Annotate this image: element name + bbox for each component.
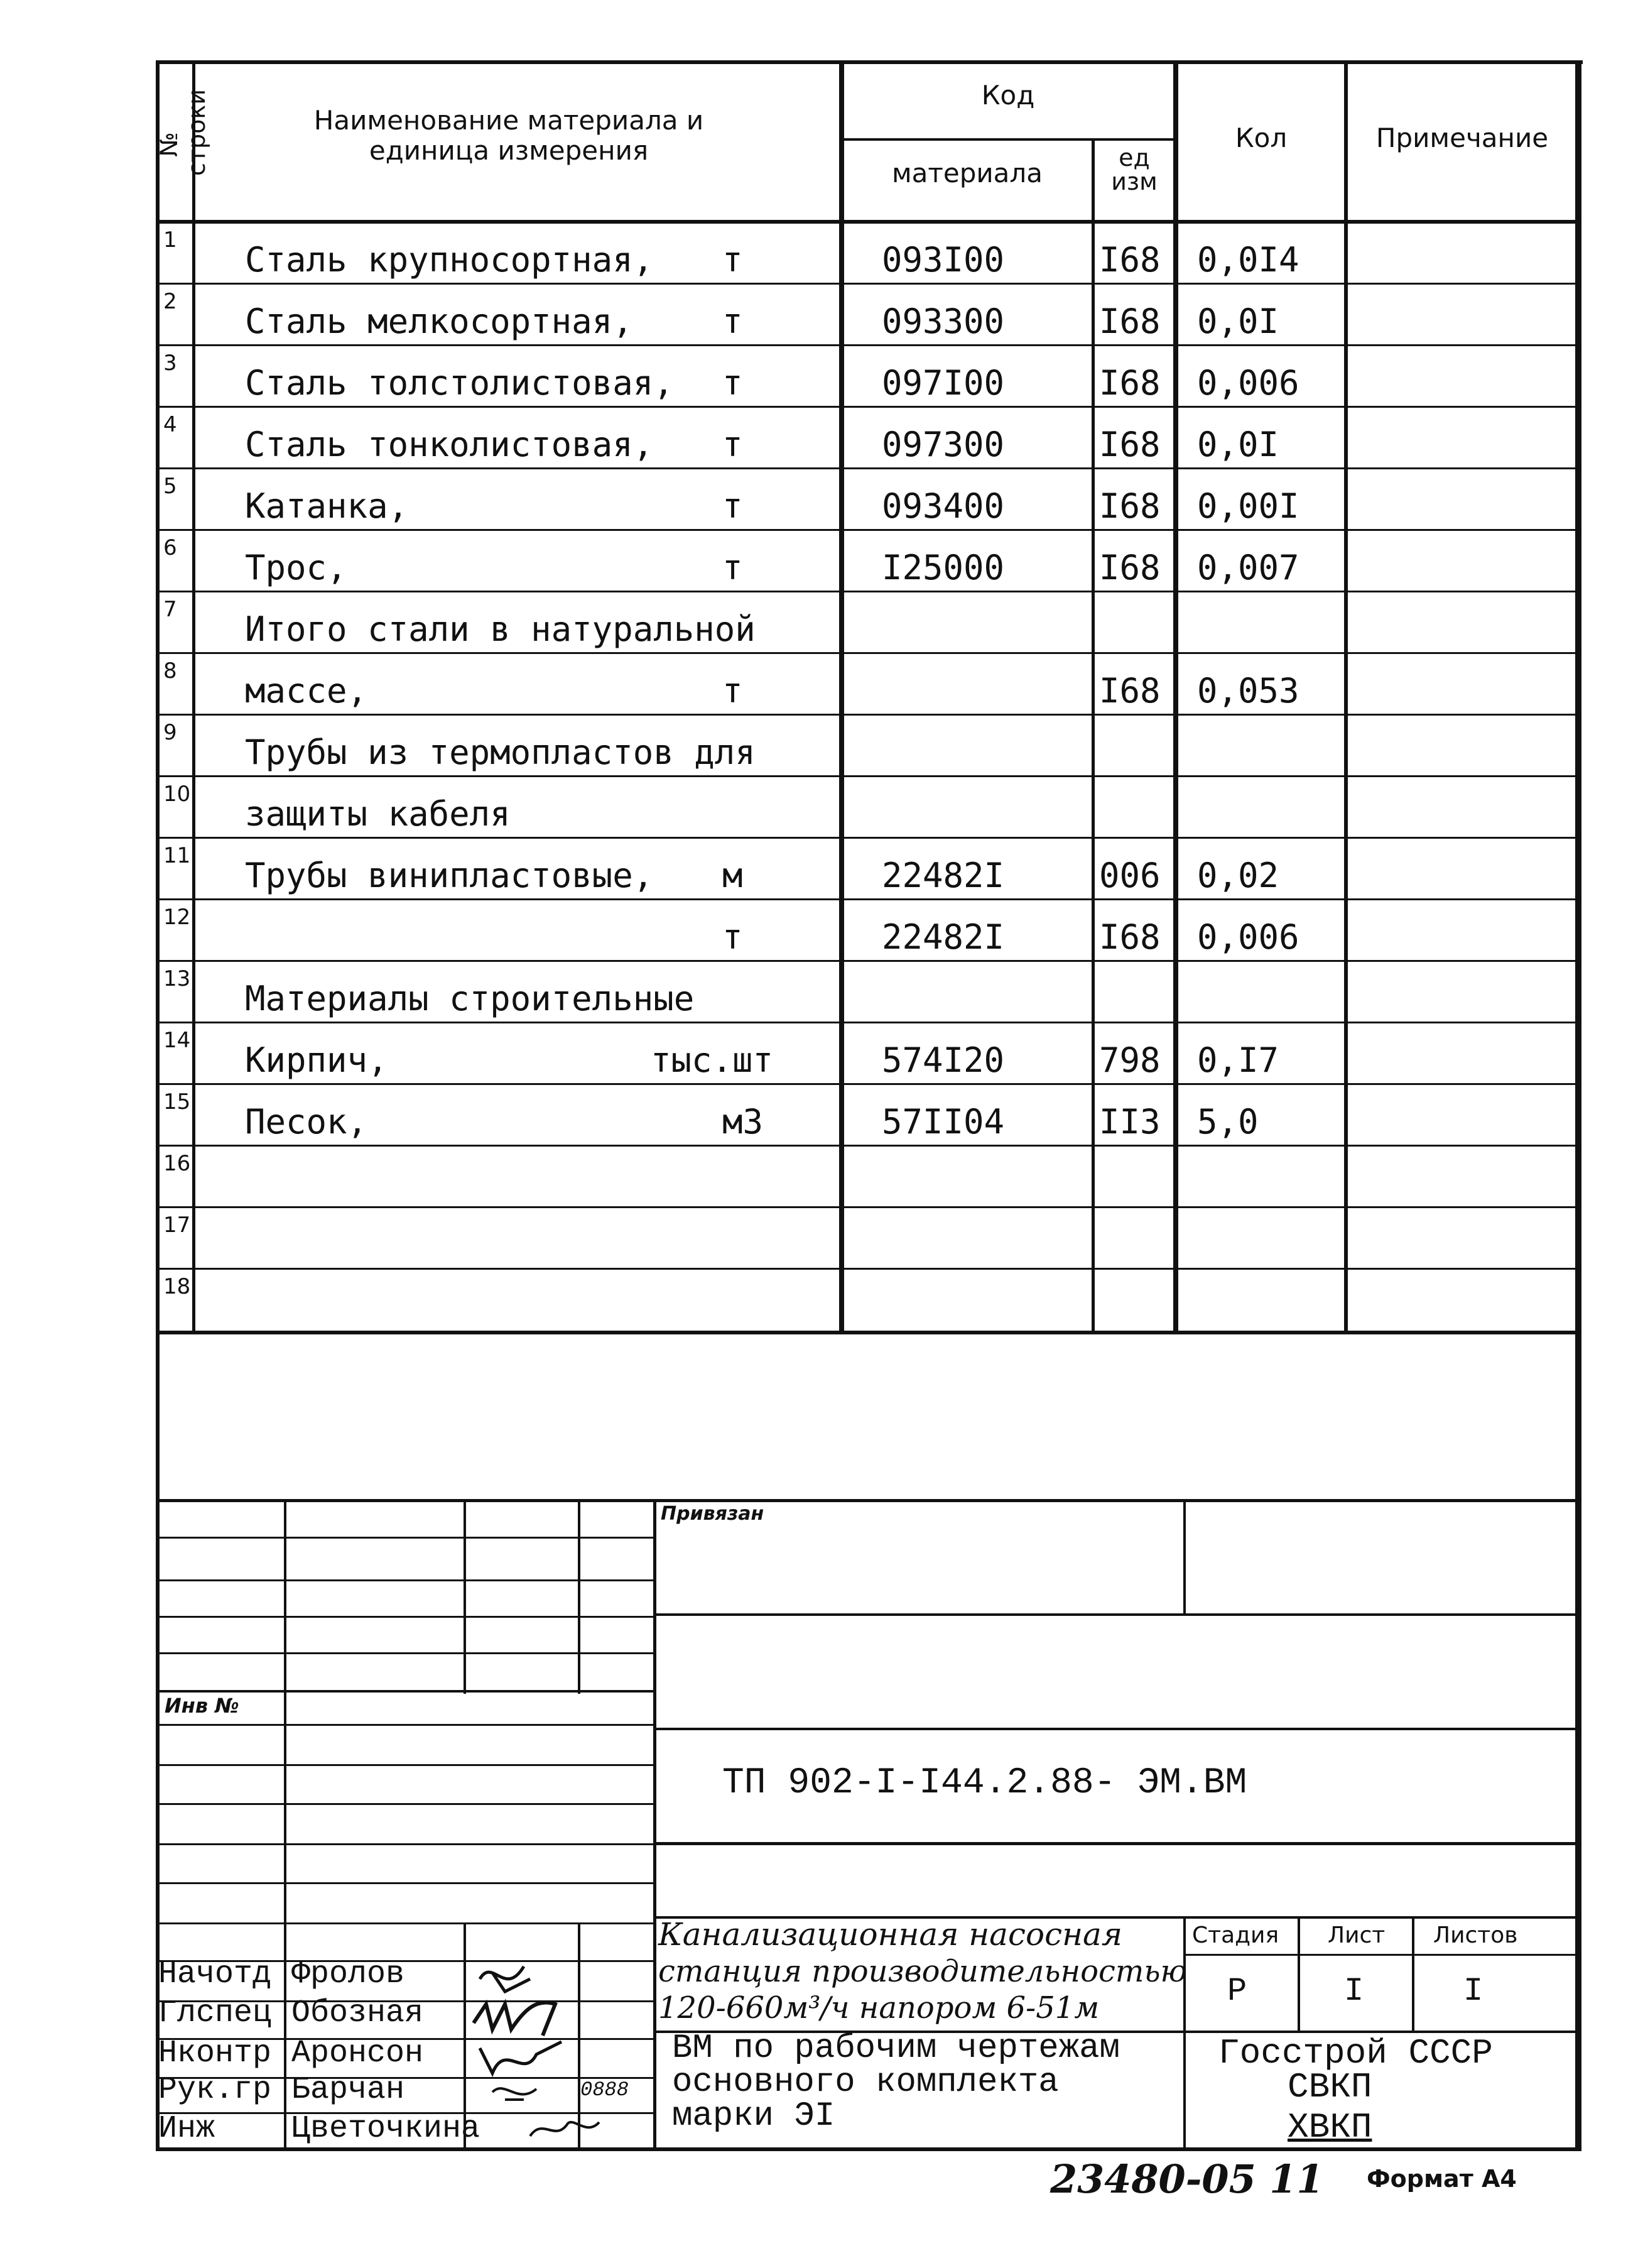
signer-name: Цветочкина <box>291 2111 480 2147</box>
signer-name: Аронсон <box>291 2036 424 2071</box>
row-number: 15 <box>163 1089 191 1115</box>
col-line-code <box>839 60 844 1333</box>
stage-label: Стадия <box>1192 1922 1279 1948</box>
row-divider <box>156 837 1581 839</box>
header-note <box>1348 123 1576 153</box>
header-code-unit-text: ед изм <box>1111 144 1158 195</box>
stamp-r-h-3 <box>653 1842 1581 1845</box>
title-hand-line-3: 120-660м³/ч напором 6-51м <box>658 1990 1100 2025</box>
archive-number: 23480-05 11 <box>1050 2156 1324 2202</box>
stamp-h-10 <box>156 1882 656 1884</box>
stamp-h-4 <box>156 1652 656 1654</box>
row-number: 1 <box>163 227 177 253</box>
signer-role: Начотд <box>158 1956 272 1992</box>
row-divider <box>156 1022 1581 1023</box>
material-unit: м <box>722 856 743 895</box>
stamp-r-h-stage <box>1183 1954 1581 1956</box>
header-code-material-text: материала <box>891 158 1043 188</box>
row-number: 8 <box>163 658 177 684</box>
quantity: 0,00I <box>1197 486 1299 526</box>
stamp-h-6 <box>156 1724 656 1726</box>
signature-frolov <box>480 1966 530 1992</box>
material-name: массе, <box>245 671 368 711</box>
material-code: 093400 <box>882 486 1005 526</box>
stamp-r-v-title <box>1183 1916 1186 2150</box>
table-body-bottom-line <box>156 1331 1581 1334</box>
org-line-2: СВКП <box>1288 2067 1372 2107</box>
row-divider <box>156 1083 1581 1085</box>
quantity: 0,006 <box>1197 917 1299 957</box>
sheet-value: I <box>1344 1973 1364 2010</box>
row-divider <box>156 652 1581 654</box>
material-name: Сталь мелкосортная, <box>245 302 633 341</box>
header-qty <box>1178 123 1344 153</box>
row-divider <box>156 898 1581 900</box>
quantity: 0,007 <box>1197 548 1299 587</box>
material-name: защиты кабеля <box>245 794 511 834</box>
desc-line-1: ВМ по рабочим чертежам <box>672 2029 1120 2068</box>
table-border-top <box>156 60 1583 64</box>
signer-name: Барчан <box>291 2072 405 2108</box>
quantity: 0,053 <box>1197 671 1299 711</box>
col-line-qty <box>1173 60 1178 1333</box>
stamp-col-1 <box>284 1499 286 2150</box>
quantity: 0,006 <box>1197 363 1299 403</box>
material-code: 093I00 <box>882 240 1005 280</box>
stamp-h-2 <box>156 1579 656 1581</box>
stamp-r-v-stage <box>1298 1916 1300 2032</box>
material-name: Катанка, <box>245 486 409 526</box>
unit-code: I68 <box>1099 548 1161 587</box>
material-name: Итого стали в натуральной <box>245 609 756 649</box>
header-code <box>842 80 1174 111</box>
material-code: I25000 <box>882 548 1005 587</box>
org-line-3: ХВКП <box>1288 2107 1372 2147</box>
material-name: Сталь тонколистовая, <box>245 425 654 464</box>
signature-tsvetochkina <box>530 2122 599 2136</box>
row-divider <box>156 1206 1581 1208</box>
material-unit: т <box>722 302 743 341</box>
signer-role: Инж <box>158 2111 215 2147</box>
stamp-col-2 <box>464 1499 466 1694</box>
header-qty-text: Кол <box>1235 123 1288 153</box>
unit-code: I68 <box>1099 425 1161 464</box>
row-divider <box>156 714 1581 716</box>
header-code-material <box>843 158 1092 188</box>
desc-line-2: основного комплекта <box>672 2063 1059 2102</box>
row-divider <box>156 467 1581 469</box>
material-name: Трос, <box>245 548 347 587</box>
stamp-top-line <box>156 1499 1581 1502</box>
material-unit: м3 <box>722 1102 764 1142</box>
row-number: 13 <box>163 966 191 991</box>
unit-code: I68 <box>1099 240 1161 280</box>
row-number: 14 <box>163 1028 191 1053</box>
row-number: 2 <box>163 289 177 314</box>
row-number: 5 <box>163 474 177 499</box>
signature-barchan <box>492 2088 536 2100</box>
sheet-label: Лист <box>1328 1922 1386 1948</box>
unit-code: I68 <box>1099 486 1161 526</box>
title-hand-line-2: станция производительностью <box>658 1954 1187 1989</box>
col-line-note <box>1344 60 1348 1333</box>
org-line-1: Госстрой СССР <box>1218 2033 1493 2073</box>
material-unit: т <box>722 548 743 587</box>
row-divider <box>156 775 1581 777</box>
material-name: Песок, <box>245 1102 368 1142</box>
row-divider <box>156 591 1581 592</box>
material-code: 57II04 <box>882 1102 1005 1142</box>
header-code-text: Код <box>981 80 1035 111</box>
signer-role: Глспец <box>158 1995 272 2031</box>
material-code: 22482I <box>882 917 1005 957</box>
row-number: 11 <box>163 843 191 868</box>
signer-role: Рук.гр <box>158 2072 272 2108</box>
header-note-text: Примечание <box>1375 123 1549 153</box>
signature-aronson <box>480 2042 561 2073</box>
col-line-rownum <box>192 60 195 1333</box>
material-unit: т <box>722 240 743 280</box>
doc-code: ТП 902-I-I44.2.88- ЭМ.ВМ <box>722 1763 1247 1804</box>
stamp-r-h-2 <box>653 1728 1581 1730</box>
header-code-unit <box>1095 146 1173 194</box>
row-divider <box>156 529 1581 531</box>
privyazan-label: Привязан <box>661 1503 764 1525</box>
header-bottom-line <box>156 220 1581 224</box>
desc-line-3: марки ЭI <box>672 2097 835 2135</box>
stamp-h-3 <box>156 1616 656 1618</box>
material-code: 097I00 <box>882 363 1005 403</box>
material-code: 097300 <box>882 425 1005 464</box>
material-unit: т <box>722 917 743 957</box>
unit-code: I68 <box>1099 671 1161 711</box>
col-line-unit <box>1092 139 1095 1333</box>
quantity: 0,0I <box>1197 425 1279 464</box>
signer-date: 0888 <box>580 2078 629 2102</box>
row-divider <box>156 960 1581 962</box>
stamp-bottom-line <box>156 2147 1581 2151</box>
material-name: Сталь крупносортная, <box>245 240 654 280</box>
signature-oboznaya <box>474 2002 555 2036</box>
sheets-label: Листов <box>1433 1922 1518 1948</box>
table-border-left <box>156 60 160 2151</box>
unit-code: I68 <box>1099 363 1161 403</box>
material-name: Трубы винипластовые, <box>245 856 654 895</box>
row-divider <box>156 406 1581 408</box>
header-row-no <box>155 89 210 176</box>
row-number: 9 <box>163 720 177 745</box>
material-name: Трубы из термопластов для <box>245 733 756 772</box>
row-number: 16 <box>163 1151 191 1176</box>
material-name: Кирпич, <box>245 1040 388 1080</box>
row-number: 18 <box>163 1274 191 1299</box>
stamp-h-1 <box>156 1537 656 1539</box>
quantity: 0,0I <box>1197 302 1279 341</box>
signer-name: Фролов <box>291 1956 405 1992</box>
material-unit: т <box>722 363 743 403</box>
sheets-value: I <box>1463 1973 1483 2010</box>
quantity: 5,0 <box>1197 1102 1259 1142</box>
row-number: 10 <box>163 782 191 807</box>
quantity: 0,I7 <box>1197 1040 1279 1080</box>
inv-no-label: Инв № <box>165 1694 239 1718</box>
material-unit: тыс.шт <box>651 1040 774 1080</box>
stamp-h-8 <box>156 1803 656 1805</box>
row-number: 17 <box>163 1213 191 1238</box>
material-name: Материалы строительные <box>245 979 695 1018</box>
material-code: 22482I <box>882 856 1005 895</box>
header-name-text: Наименование материала и единица измерения <box>313 105 704 166</box>
material-unit: т <box>722 425 743 464</box>
title-hand-line-1: Канализационная насосная <box>658 1916 1122 1953</box>
header-name <box>283 106 735 166</box>
stamp-h-5 <box>156 1690 656 1693</box>
table-border-right <box>1575 60 1581 2151</box>
row-divider <box>156 1268 1581 1270</box>
unit-code: I68 <box>1099 302 1161 341</box>
stamp-r-h-1 <box>653 1613 1581 1616</box>
material-code: 574I20 <box>882 1040 1005 1080</box>
row-number: 4 <box>163 412 177 437</box>
header-row-no-text: № строки <box>155 89 210 176</box>
material-unit: т <box>722 671 743 711</box>
stamp-h-11 <box>156 1922 656 1924</box>
unit-code: 798 <box>1099 1040 1161 1080</box>
unit-code: 006 <box>1099 856 1161 895</box>
row-number: 6 <box>163 535 177 560</box>
unit-code: I68 <box>1099 917 1161 957</box>
stamp-h-9 <box>156 1843 656 1845</box>
row-number: 7 <box>163 597 177 622</box>
stamp-col-3 <box>578 1499 580 1694</box>
quantity: 0,0I4 <box>1197 240 1299 280</box>
code-header-split <box>839 138 1176 141</box>
material-name: Сталь толстолистовая, <box>245 363 674 403</box>
row-number: 12 <box>163 905 191 930</box>
signatures <box>467 1954 656 2149</box>
quantity: 0,02 <box>1197 856 1279 895</box>
unit-code: II3 <box>1099 1102 1161 1142</box>
material-unit: т <box>722 486 743 526</box>
signer-role: Нконтр <box>158 2036 272 2071</box>
material-code: 093300 <box>882 302 1005 341</box>
format-label: Формат А4 <box>1367 2165 1517 2193</box>
stamp-r-v-sheet <box>1412 1916 1414 2032</box>
stamp-privyazan-split <box>1183 1499 1186 1616</box>
stamp-h-7 <box>156 1764 656 1766</box>
row-number: 3 <box>163 351 177 376</box>
row-divider <box>156 344 1581 346</box>
row-divider <box>156 283 1581 285</box>
stage-value: Р <box>1227 1973 1247 2010</box>
row-divider <box>156 1145 1581 1147</box>
signer-name: Обозная <box>291 1995 424 2031</box>
